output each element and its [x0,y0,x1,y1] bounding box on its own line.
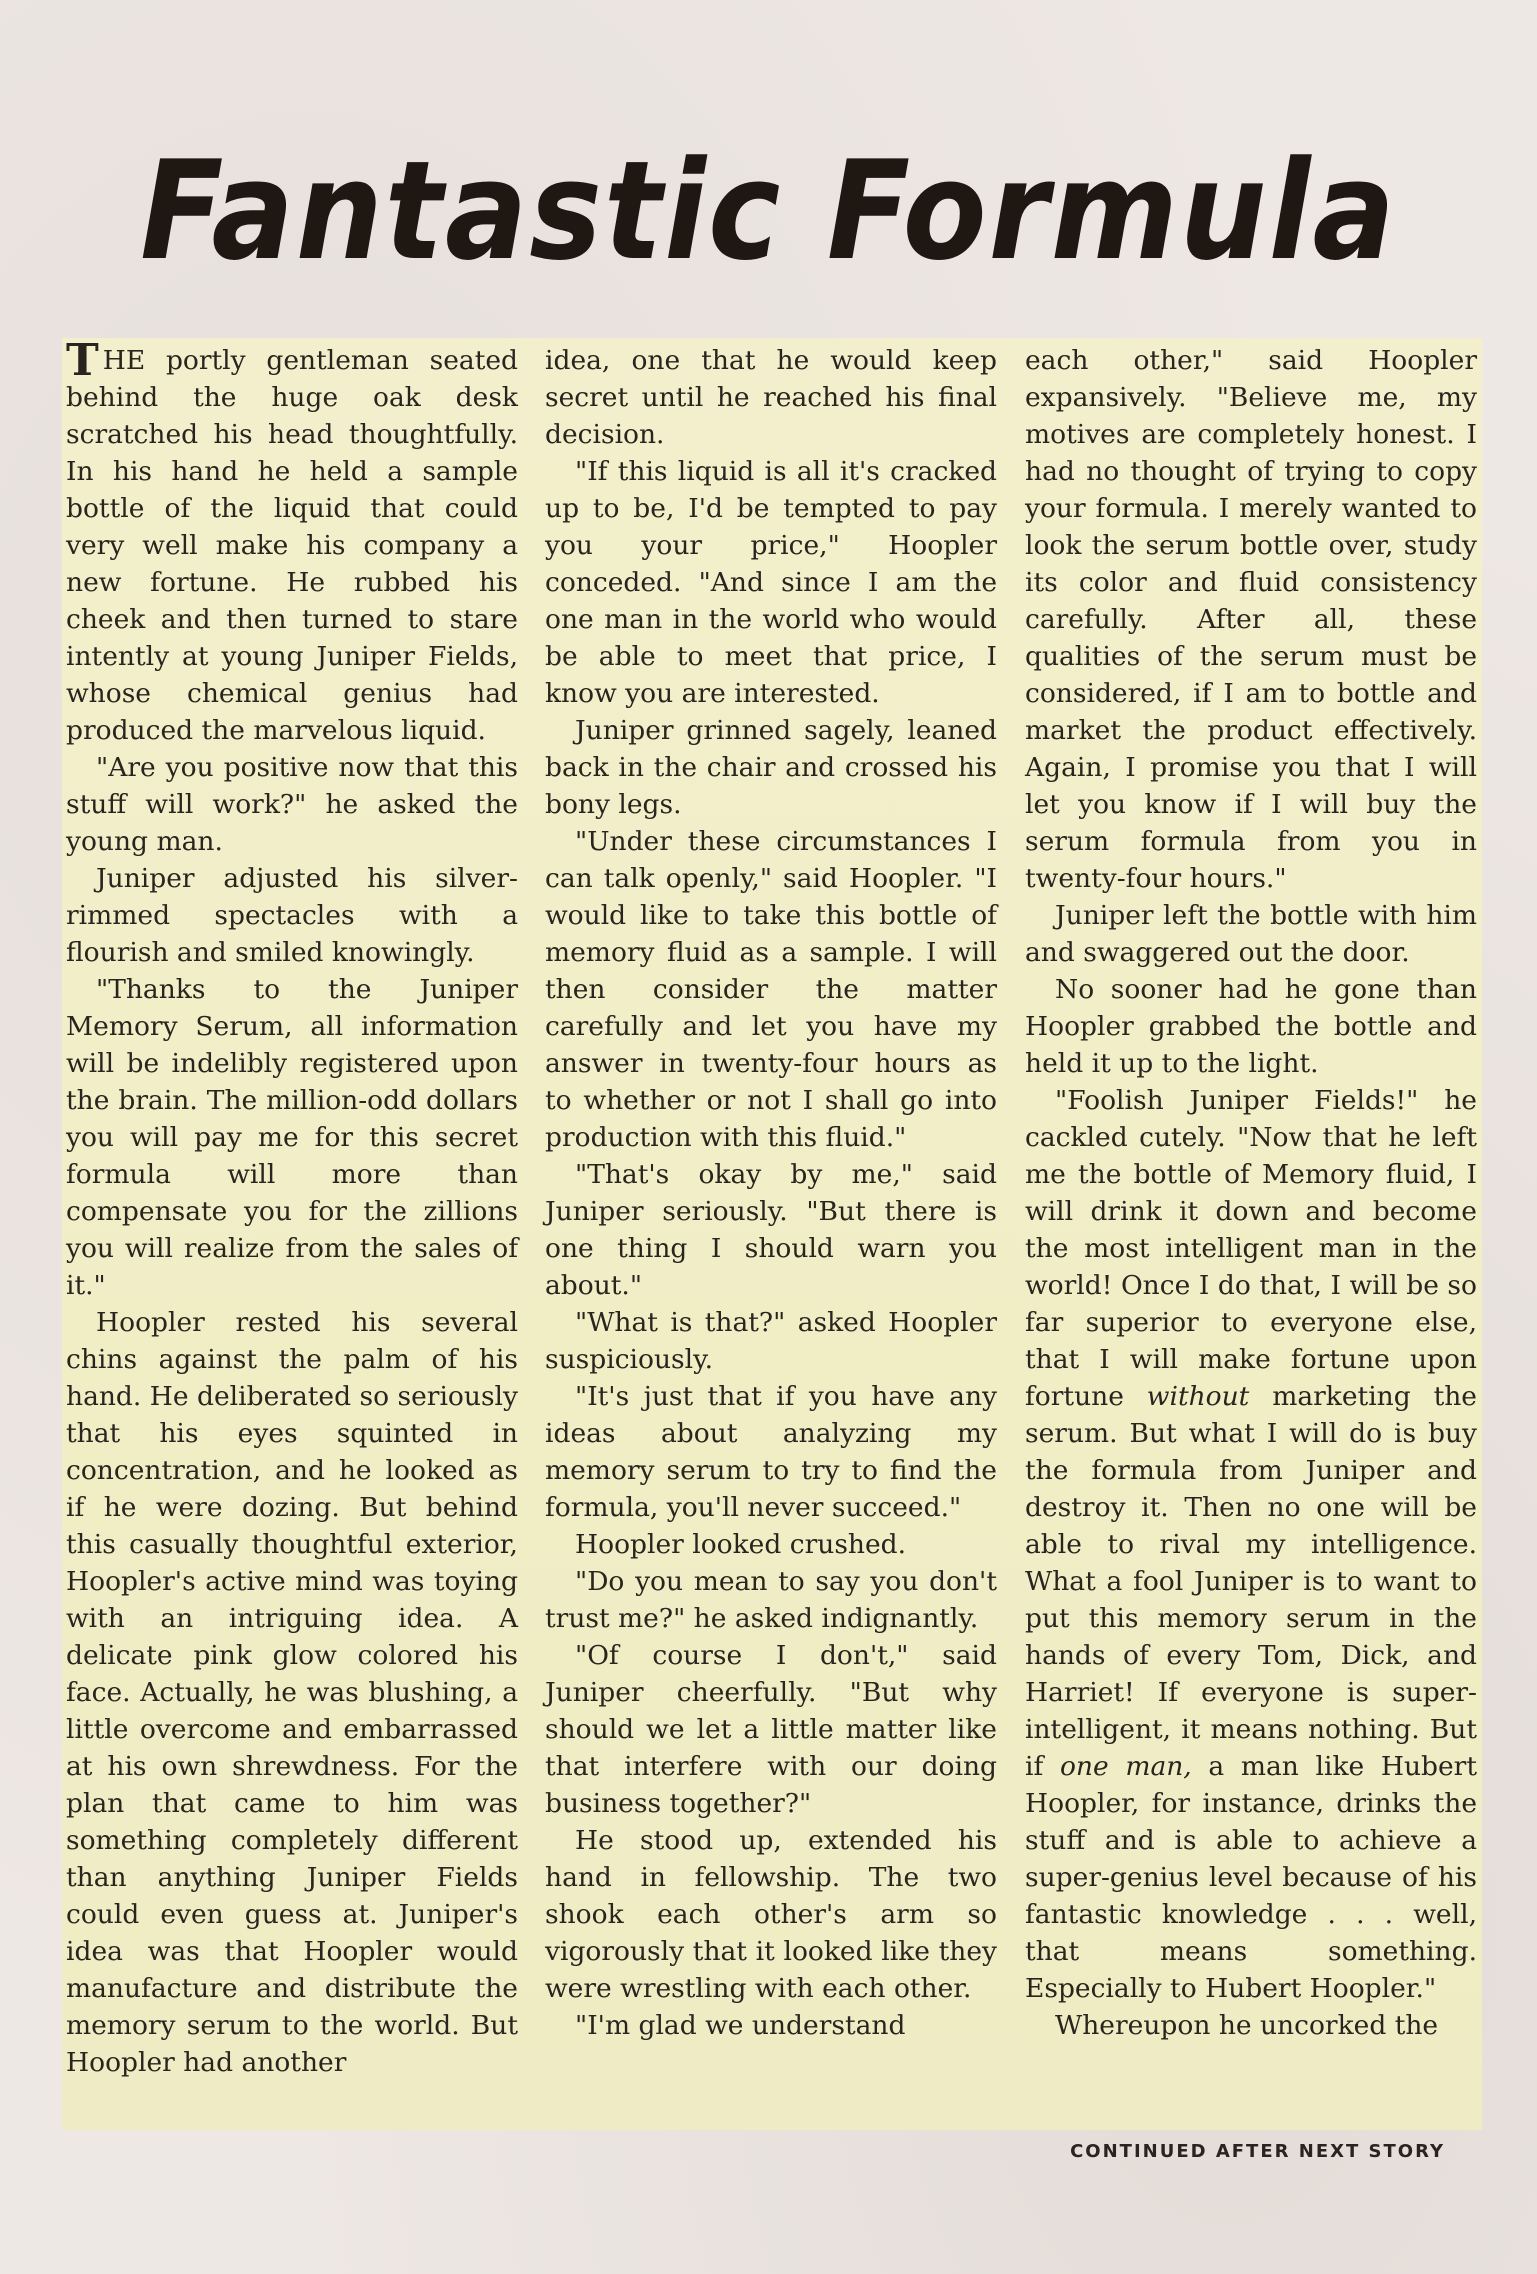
paragraph: Juniper adjusted his silver-rimmed spectacles with a flourish and smiled knowingly. [66,863,518,968]
paragraph: Hoopler rested his several chins against the palm of his hand. He deliberated so seriously that his eyes squinted in concentration, and he looked as if he were dozing. But behind this casually thoughtful exterior, Hoopler's active mind was toying with an intriguing idea. A delicate pink glow colored his face. Actually, he was blushing, a little overcome and embarrassed at his own shrewdness. For the plan that came to him was something completely different than anything Juniper Fields could even guess at. Juniper's idea was that Hoopler would manufacture and distribute the memory serum to the world. But Hoopler had another [66,1307,518,2078]
continued-note: CONTINUED AFTER NEXT STORY [1070,2141,1445,2162]
paragraph: "Are you positive now that this stuff will work?" he asked the young man. [66,752,518,857]
paragraph: He stood up, extended his hand in fellowship. The two shook each other's arm so vigorously that it looked like they were wrestling with each other. [545,1825,997,2004]
emphasis-text: one man, [1059,1751,1192,1782]
paragraph-text: HE portly gentleman seated behind the huge oak desk scratched his head thoughtfully. In his hand he held a sample bottle of the liquid that could very well make his company a new fortune. He rubbed his cheek and then turned to stare intently at young Juniper Fields, whose chemical genius had produced the marvelous liquid. [66,345,518,746]
paragraph: "It's just that if you have any ideas about analyzing my memory serum to try to find the formula, you'll never succeed." [545,1381,997,1523]
drop-cap: T [66,335,99,386]
paragraph: idea, one that he would keep secret until he reached his final decision. [545,345,997,450]
paragraph-text: a man like Hubert Hoopler, for instance, drinks the stuff and is able to achieve a super-genius level because of his fantastic knowledge . . . well, that means something. Especially to Hubert Hoopler." [1025,1751,1477,2004]
paragraph [66,335,518,749]
paragraph: Hoopler looked crushed. [575,1529,907,1560]
paragraph: Juniper grinned sagely, leaned back in the chair and crossed his bony legs. [545,715,997,820]
paragraph: No sooner had he gone than Hoopler grabbed the bottle and held it up to the light. [1025,974,1477,1079]
paragraph: "If this liquid is all it's cracked up to be, I'd be tempted to pay you your price," Hoopler conceded. "And since I am the one man in the world who would be able to meet that price, I know you are interested. [545,456,997,709]
paragraph: "What is that?" asked Hoopler suspiciously. [545,1307,997,1375]
paragraph [1025,1082,1477,2007]
paragraph: "Do you mean to say you don't trust me?" he asked indignantly. [545,1566,997,1634]
paragraph: each other," said Hoopler expansively. "Believe me, my motives are completely honest. I had no thought of trying to copy your formula. I merely wanted to look the serum bottle over, study its color and fluid consistency carefully. After all, these qualities of the serum must be considered, if I am to bottle and market the product effectively. Again, I promise you that I will let you know if I will buy the serum formula from you in twenty-four hours." [1025,345,1477,894]
paragraph: "I'm glad we understand [575,2010,906,2041]
text-column-2 [545,342,997,2044]
paragraph: "Thanks to the Juniper Memory Serum, all information will be indelibly registered upon the brain. The million-odd dollars you will pay me for this secret formula will more than compensate you for the zillions you will realize from the sales of it." [66,974,518,1301]
emphasis-text: without [1146,1381,1250,1412]
text-column-3 [1025,342,1477,2044]
paragraph: "Of course I don't," said Juniper cheerfully. "But why should we let a little matter like that interfere with our doing business together?" [545,1640,997,1819]
paragraph: "That's okay by me," said Juniper seriously. "But there is one thing I should warn you about." [545,1159,997,1301]
paragraph: "Under these circumstances I can talk openly," said Hoopler. "I would like to take this bottle of memory fluid as a sample. I will then consider the matter carefully and let you have my answer in twenty-four hours as to whether or not I shall go into production with this fluid." [545,826,997,1153]
paragraph: Juniper left the bottle with him and swaggered out the door. [1025,900,1477,968]
paragraph-text: "Foolish Juniper Fields!" he cackled cutely. "Now that he left me the bottle of Memory fluid, I will drink it down and become the most intelligent man in the world! Once I do that, I will be so far superior to everyone else, that I will make fortune upon fortune [1025,1085,1477,1412]
paragraph: Whereupon he uncorked the [1055,2010,1439,2041]
paragraph-text: marketing the serum. But what I will do is buy the formula from Juniper and destroy it. Then no one will be able to rival my intelligence. What a fool Juniper is to want to put this memory serum in the hands of every Tom, Dick, and Harriet! If everyone is super-intelligent, it means nothing. But if [1025,1381,1477,1782]
text-column-1 [66,335,518,2081]
story-title: Fantastic Formula [140,131,1397,291]
